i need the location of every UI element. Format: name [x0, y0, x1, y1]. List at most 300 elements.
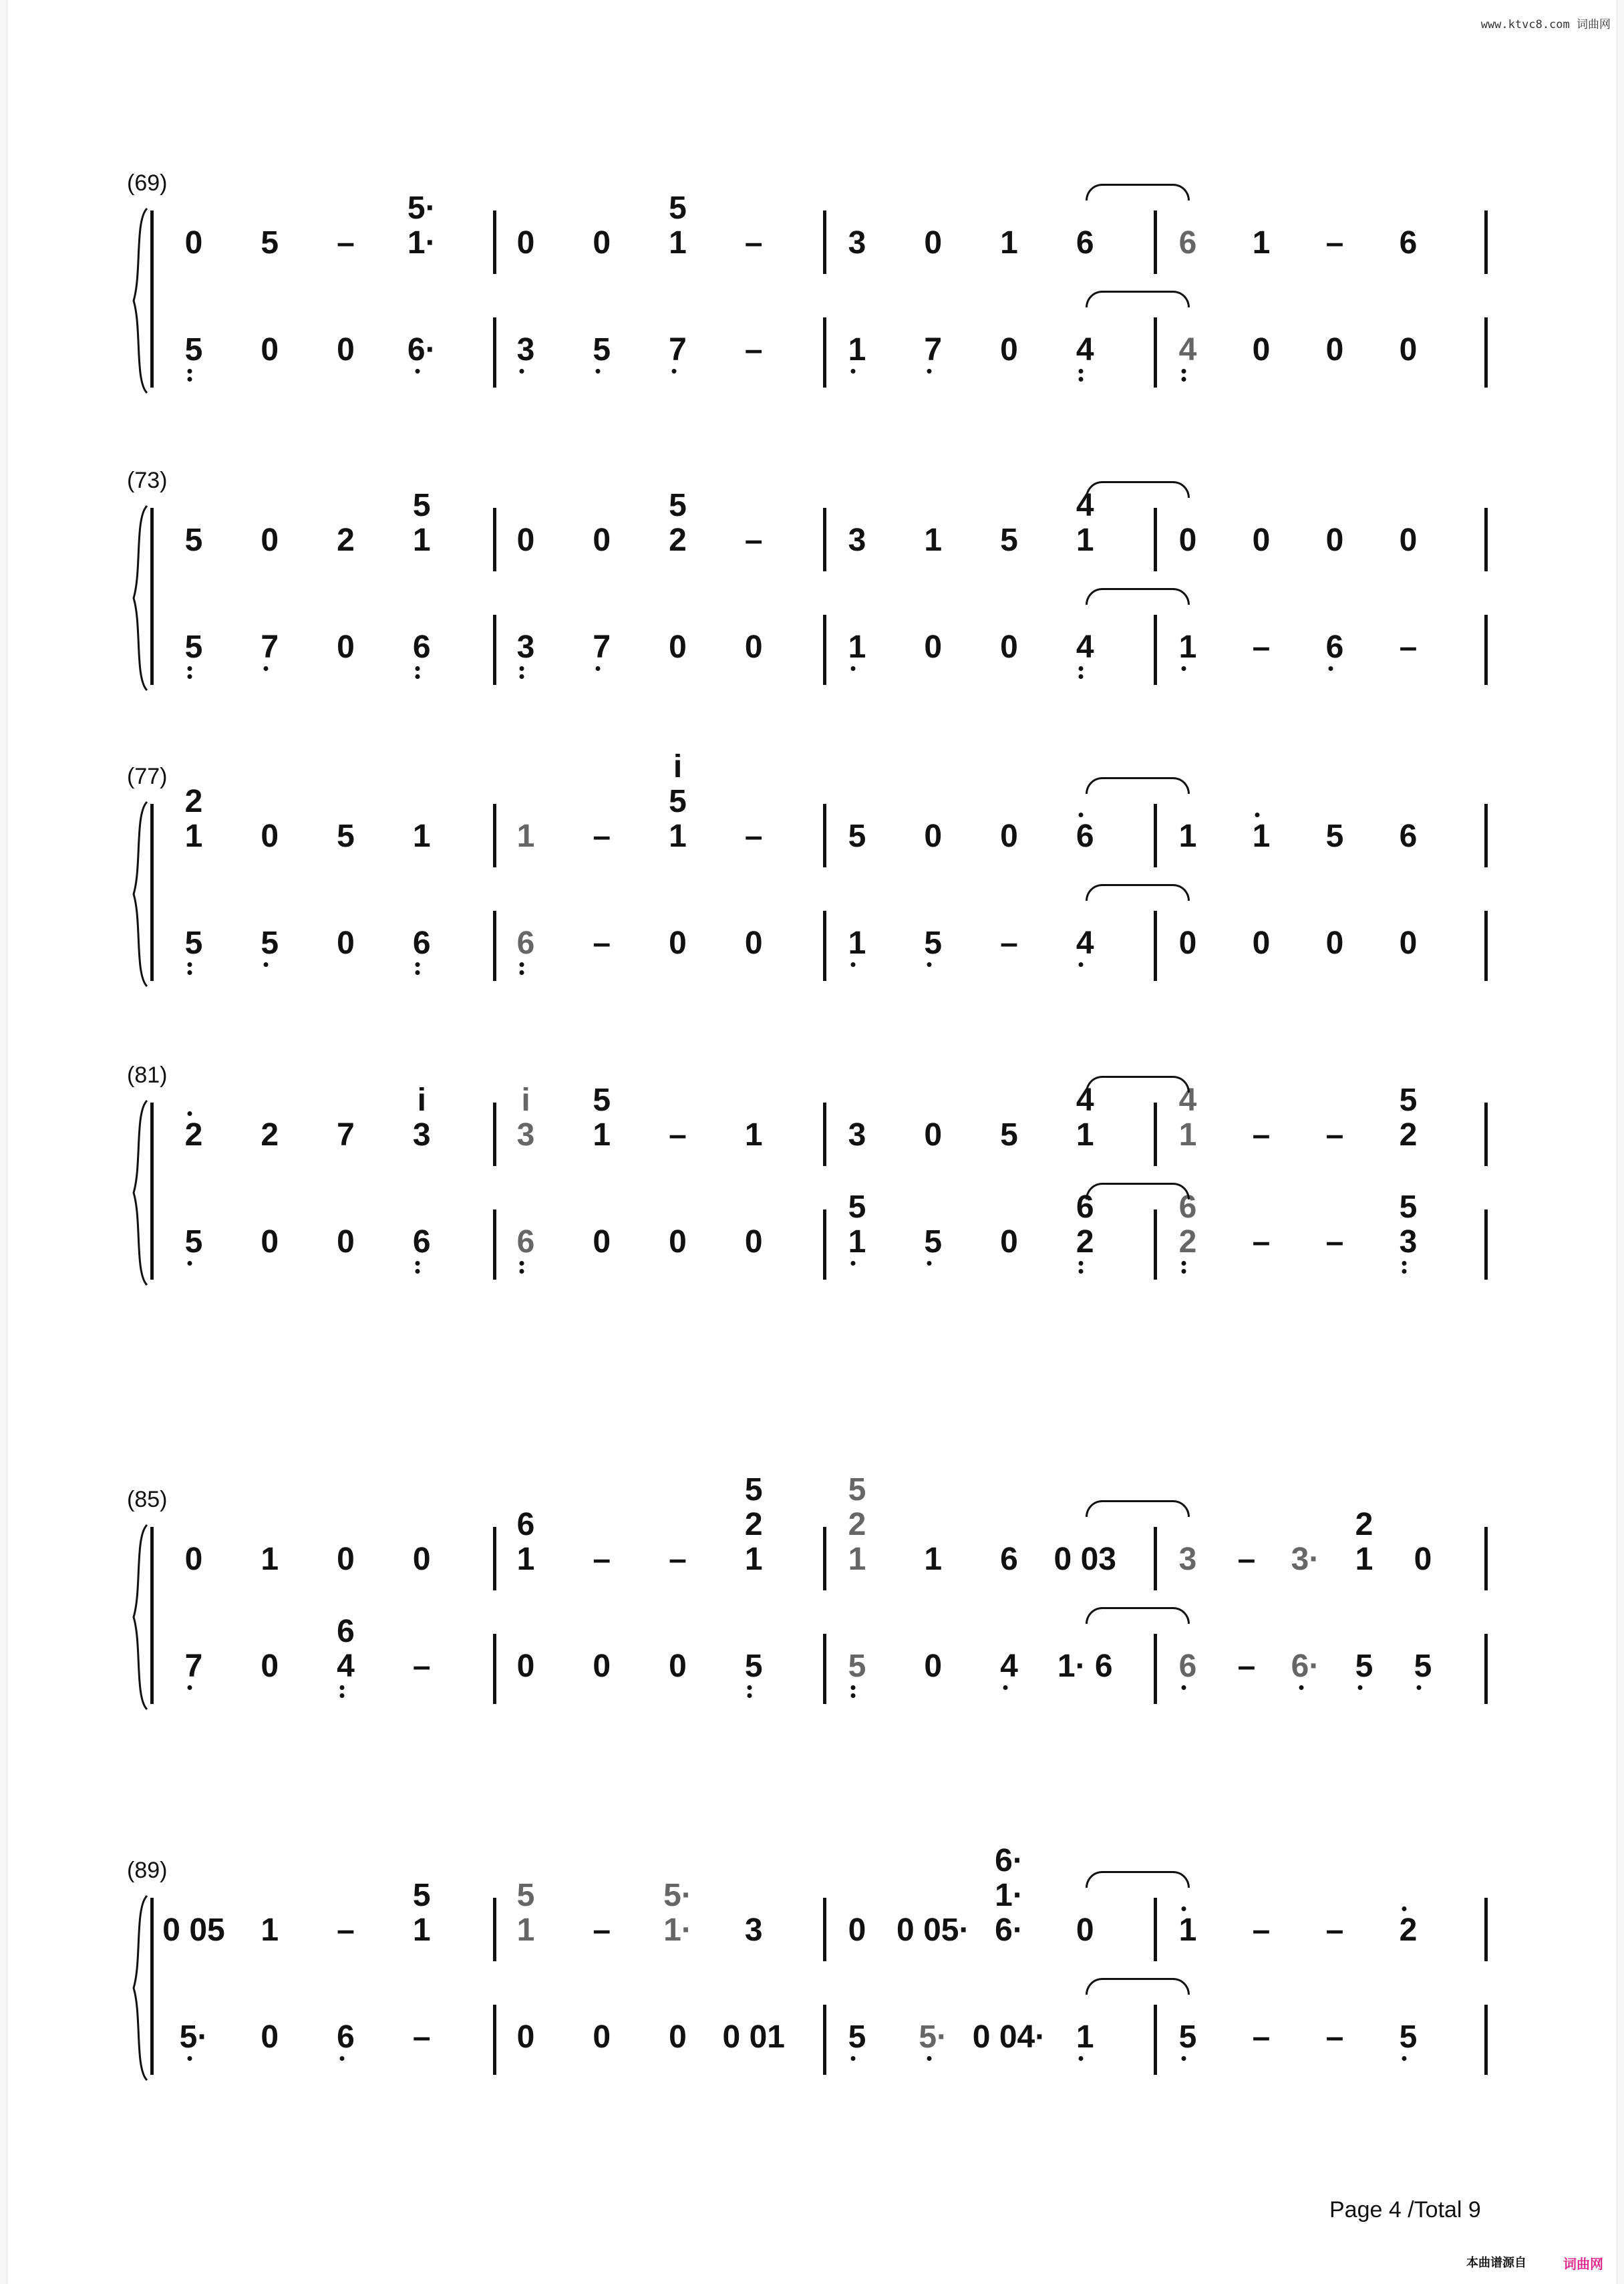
bar-line	[493, 615, 496, 685]
note: –	[1325, 1912, 1344, 1948]
bar-line	[1484, 508, 1488, 571]
note: 6	[337, 2019, 355, 2055]
site-header: www.ktvc8.com 词曲网	[1480, 18, 1611, 31]
note: –	[593, 1912, 611, 1948]
note: 0	[516, 2019, 535, 2055]
note: 0	[337, 1542, 355, 1577]
chord-note: 6	[1076, 1189, 1094, 1225]
note: 0	[924, 1117, 943, 1153]
octave-dot-below	[1182, 1261, 1186, 1266]
note: 5	[1399, 2019, 1418, 2055]
note: 5	[848, 2019, 866, 2055]
bar-line	[1154, 210, 1157, 274]
bar-line	[1484, 1634, 1488, 1704]
octave-dot-below	[595, 666, 600, 671]
octave-dot-below	[595, 369, 600, 374]
bar-line	[1154, 1209, 1157, 1280]
note: 5	[184, 332, 203, 368]
note: 0 05·	[897, 1912, 970, 1948]
octave-dot-above	[1182, 1906, 1186, 1911]
note: 6·	[995, 1912, 1023, 1948]
note: 0	[924, 629, 943, 665]
chord-note: 5	[744, 1472, 763, 1508]
tie-slur	[1086, 1076, 1190, 1093]
note: 7	[669, 332, 687, 368]
bar-line	[823, 615, 826, 685]
chord-note: 5·	[663, 1878, 692, 1913]
note: 1	[261, 1542, 279, 1577]
octave-dot-below	[851, 1685, 856, 1690]
bar-line	[823, 804, 826, 867]
note: –	[1399, 629, 1418, 665]
note: 4	[1000, 1649, 1018, 1684]
octave-dot-below	[416, 674, 420, 679]
measure-number: (81)	[127, 1062, 168, 1088]
note: –	[1252, 1224, 1271, 1260]
bar-line	[493, 804, 496, 867]
note: 0	[261, 1649, 279, 1684]
bar-line	[1154, 1103, 1157, 1166]
tie-slur	[1086, 291, 1190, 307]
note: 0	[669, 1649, 687, 1684]
note: 0	[1252, 925, 1271, 961]
score-system	[0, 170, 1624, 391]
note: 0	[848, 1912, 866, 1948]
bar-line	[823, 508, 826, 571]
note: 6·	[1291, 1649, 1320, 1684]
note: –	[593, 925, 611, 961]
note: 0	[1414, 1542, 1432, 1577]
bar-line	[493, 1634, 496, 1704]
note: 4	[1076, 925, 1094, 961]
note: 1	[848, 925, 866, 961]
bar-line	[1154, 1898, 1157, 1961]
note: 0	[669, 1224, 687, 1260]
score-system	[0, 749, 1624, 984]
bar-line	[1484, 210, 1488, 274]
note: 4	[1076, 332, 1094, 368]
chord-note: 5	[593, 1083, 611, 1118]
octave-dot-below	[1079, 1261, 1084, 1266]
note: –	[744, 523, 763, 558]
note: 1	[184, 819, 203, 854]
octave-dot-below	[1079, 666, 1084, 671]
note: 1	[1076, 523, 1094, 558]
system-brace	[131, 505, 151, 692]
bar-line	[493, 1209, 496, 1280]
note: –	[1252, 1912, 1271, 1948]
chord-note: 6	[1178, 1189, 1197, 1225]
note: 5·	[919, 2019, 948, 2055]
note: 0	[261, 1224, 279, 1260]
note: –	[744, 225, 763, 261]
note: 0	[1000, 1224, 1018, 1260]
bar-line	[823, 1103, 826, 1166]
octave-dot-below	[748, 1693, 752, 1698]
note: 1	[669, 225, 687, 261]
octave-dot-below	[188, 1261, 192, 1266]
bar-line	[823, 911, 826, 981]
tie-slur	[1086, 777, 1190, 794]
note: 1	[1178, 819, 1197, 854]
note: 0	[412, 1542, 431, 1577]
octave-dot-below	[851, 1693, 856, 1698]
note: 0	[1000, 819, 1018, 854]
chord-note: 6	[337, 1614, 355, 1649]
note: –	[1237, 1542, 1256, 1577]
octave-dot-below	[1402, 1261, 1407, 1266]
bar-line	[1484, 1103, 1488, 1166]
note: 7	[593, 629, 611, 665]
octave-dot-below	[339, 2056, 344, 2061]
octave-dot-below	[520, 1269, 524, 1274]
note: 7	[184, 1649, 203, 1684]
octave-dot-below	[1182, 666, 1186, 671]
note: 0 01	[722, 2019, 785, 2055]
note: 0	[516, 225, 535, 261]
bar-line	[493, 911, 496, 981]
chord-note: i	[673, 749, 683, 784]
note: 3	[744, 1912, 763, 1948]
note: 5	[1414, 1649, 1432, 1684]
octave-dot-below	[1079, 2056, 1084, 2061]
chord-note: 5	[848, 1472, 866, 1508]
note: 1	[516, 1542, 535, 1577]
octave-dot-below	[188, 674, 192, 679]
bar-line	[1154, 804, 1157, 867]
note: 6	[1178, 225, 1197, 261]
note: 2	[337, 523, 355, 558]
note: 5	[337, 819, 355, 854]
tie-slur	[1086, 884, 1190, 901]
octave-dot-below	[851, 962, 856, 967]
note: 1	[412, 1912, 431, 1948]
chord-note: i	[417, 1083, 426, 1118]
note: 1	[744, 1117, 763, 1153]
note: –	[1325, 2019, 1344, 2055]
note: 0	[669, 925, 687, 961]
tie-slur	[1086, 1500, 1190, 1517]
note: 0	[1325, 523, 1344, 558]
note: 5	[848, 819, 866, 854]
note: 0	[593, 225, 611, 261]
system-start-line	[150, 804, 154, 981]
octave-dot-below	[1299, 1685, 1304, 1690]
note: 7	[924, 332, 943, 368]
bar-line	[823, 317, 826, 388]
note: 1	[593, 1117, 611, 1153]
note: 1	[1252, 819, 1271, 854]
measure-number: (77)	[127, 764, 168, 789]
note: 0	[261, 523, 279, 558]
note: 1	[1000, 225, 1018, 261]
octave-dot-below	[851, 1261, 856, 1266]
bar-line	[1154, 508, 1157, 571]
octave-dot-below	[416, 666, 420, 671]
octave-dot-below	[416, 962, 420, 967]
octave-dot-below	[263, 962, 268, 967]
chord-note: 2	[184, 784, 203, 819]
score-system	[0, 1062, 1624, 1283]
note: 3	[848, 523, 866, 558]
note: 3	[516, 629, 535, 665]
octave-dot-below	[339, 1693, 344, 1698]
chord-note: 5	[848, 1189, 866, 1225]
note: –	[1252, 629, 1271, 665]
system-start-line	[150, 210, 154, 388]
chord-note: 2	[744, 1507, 763, 1542]
note: 3	[1178, 1542, 1197, 1577]
octave-dot-below	[851, 666, 856, 671]
note: 0	[1399, 332, 1418, 368]
note: 1	[848, 1542, 866, 1577]
note: 0	[1178, 523, 1197, 558]
note: 5	[744, 1649, 763, 1684]
source-note: 本曲谱源自	[1466, 2256, 1526, 2269]
note: 5	[593, 332, 611, 368]
chord-note: 2	[848, 1507, 866, 1542]
tie-slur	[1086, 588, 1190, 605]
note: 0	[1178, 925, 1197, 961]
note: 6	[1178, 1649, 1197, 1684]
note: 0	[516, 523, 535, 558]
note: –	[1252, 2019, 1271, 2055]
octave-dot-above	[1079, 813, 1084, 817]
bar-line	[1484, 615, 1488, 685]
note: 4	[1178, 332, 1197, 368]
note: –	[669, 1117, 687, 1153]
note: 5	[261, 925, 279, 961]
note: 0	[593, 523, 611, 558]
bar-line	[823, 210, 826, 274]
note: 5	[184, 629, 203, 665]
note: 0 04·	[972, 2019, 1046, 2055]
note: 1	[412, 523, 431, 558]
octave-dot-below	[416, 369, 420, 374]
note: 2	[1178, 1224, 1197, 1260]
note: 5	[924, 925, 943, 961]
octave-dot-below	[188, 377, 192, 382]
score-system	[0, 1843, 1624, 2078]
note: –	[744, 332, 763, 368]
system-brace	[131, 1894, 151, 2082]
octave-dot-below	[1079, 962, 1084, 967]
octave-dot-below	[927, 369, 931, 374]
note: –	[412, 1649, 431, 1684]
octave-dot-below	[188, 1685, 192, 1690]
note: 5	[184, 925, 203, 961]
note: 1	[848, 332, 866, 368]
octave-dot-below	[748, 1685, 752, 1690]
system-brace	[131, 207, 151, 394]
octave-dot-below	[188, 2056, 192, 2061]
octave-dot-below	[1402, 2056, 1407, 2061]
octave-dot-below	[851, 369, 856, 374]
note: 1	[1355, 1542, 1373, 1577]
note: 0	[184, 225, 203, 261]
note: –	[1325, 1117, 1344, 1153]
note: 0	[744, 1224, 763, 1260]
note: 0	[337, 332, 355, 368]
octave-dot-below	[851, 2056, 856, 2061]
octave-dot-below	[520, 666, 524, 671]
note: 5	[848, 1649, 866, 1684]
score-system	[0, 468, 1624, 688]
page-number: Page 4 /Total 9	[1329, 2197, 1481, 2223]
octave-dot-above	[188, 1111, 192, 1116]
note: 0	[1252, 332, 1271, 368]
note: 0	[593, 1224, 611, 1260]
note: 2	[1399, 1912, 1418, 1948]
measure-number: (89)	[127, 1858, 168, 1883]
note: 0	[1076, 1912, 1094, 1948]
octave-dot-below	[927, 2056, 931, 2061]
octave-dot-below	[1182, 2056, 1186, 2061]
note: –	[593, 1542, 611, 1577]
note: 0	[924, 225, 943, 261]
note: 0	[261, 819, 279, 854]
note: 0	[261, 2019, 279, 2055]
note: 1	[261, 1912, 279, 1948]
note: 1	[1178, 1117, 1197, 1153]
note: 6	[412, 629, 431, 665]
score-system	[0, 1472, 1624, 1707]
octave-dot-below	[339, 1685, 344, 1690]
note: 1	[744, 1542, 763, 1577]
system-brace	[131, 801, 151, 988]
note: 0	[1000, 332, 1018, 368]
bar-line	[1484, 317, 1488, 388]
note: 1	[1076, 2019, 1094, 2055]
bar-line	[1484, 804, 1488, 867]
note: 2	[669, 523, 687, 558]
note: 0	[1325, 925, 1344, 961]
system-brace	[131, 1524, 151, 1711]
system-start-line	[150, 1898, 154, 2075]
octave-dot-below	[1079, 674, 1084, 679]
chord-note: 4	[1076, 488, 1094, 523]
note: –	[412, 2019, 431, 2055]
bar-line	[1154, 615, 1157, 685]
octave-dot-below	[416, 1269, 420, 1274]
chord-note: 4	[1178, 1083, 1197, 1118]
octave-dot-below	[1329, 666, 1333, 671]
note: –	[744, 819, 763, 854]
note: 5·	[179, 2019, 208, 2055]
octave-dot-below	[1358, 1685, 1363, 1690]
note: 2	[1399, 1117, 1418, 1153]
note: –	[593, 819, 611, 854]
note: 3	[516, 332, 535, 368]
note: 5	[261, 225, 279, 261]
note: 1	[1076, 1117, 1094, 1153]
note: 5	[924, 1224, 943, 1260]
bar-line	[493, 317, 496, 388]
note: 0	[593, 2019, 611, 2055]
note: 6	[516, 1224, 535, 1260]
chord-note: 5·	[407, 190, 436, 226]
octave-dot-above	[1402, 1906, 1407, 1911]
octave-dot-below	[1417, 1685, 1422, 1690]
note: 1	[412, 819, 431, 854]
note: 0	[516, 1649, 535, 1684]
bar-line	[1154, 2005, 1157, 2075]
bar-line	[1484, 1209, 1488, 1280]
note: 1·	[663, 1912, 692, 1948]
bar-line	[823, 1527, 826, 1590]
octave-dot-below	[1003, 1685, 1007, 1690]
bar-line	[1154, 1634, 1157, 1704]
bar-line	[1484, 1898, 1488, 1961]
note: 0	[1325, 332, 1344, 368]
note: 1	[848, 1224, 866, 1260]
chord-note: 5	[412, 488, 431, 523]
note: 0	[184, 1542, 203, 1577]
note: 5	[1325, 819, 1344, 854]
octave-dot-below	[188, 666, 192, 671]
note: –	[1325, 1224, 1344, 1260]
chord-note: 5	[1399, 1083, 1418, 1118]
octave-dot-below	[671, 369, 676, 374]
octave-dot-below	[1079, 1269, 1084, 1274]
note: 1	[1178, 1912, 1197, 1948]
brand-logo: 词曲网	[1563, 2257, 1603, 2272]
octave-dot-below	[520, 369, 524, 374]
bar-line	[1154, 911, 1157, 981]
chord-note: 1·	[995, 1878, 1023, 1913]
note: 1	[1252, 225, 1271, 261]
note: 5	[1000, 1117, 1018, 1153]
note: 1	[516, 1912, 535, 1948]
system-start-line	[150, 508, 154, 685]
bar-line	[1154, 1527, 1157, 1590]
bar-line	[823, 1634, 826, 1704]
octave-dot-below	[1402, 1269, 1407, 1274]
note: 5	[1178, 2019, 1197, 2055]
note: 6	[1076, 819, 1094, 854]
note: 1	[924, 523, 943, 558]
note: 1· 6	[1057, 1649, 1113, 1684]
bar-line	[1484, 2005, 1488, 2075]
note: 2	[261, 1117, 279, 1153]
note: 0 03	[1053, 1542, 1116, 1577]
chord-note: 6·	[995, 1843, 1023, 1878]
note: 5	[184, 523, 203, 558]
note: 6	[1325, 629, 1344, 665]
note: 0	[337, 925, 355, 961]
note: 6	[516, 925, 535, 961]
chord-note: 5	[412, 1878, 431, 1913]
chord-note: 5	[669, 488, 687, 523]
bar-line	[493, 508, 496, 571]
note: –	[337, 1912, 355, 1948]
octave-dot-below	[1079, 369, 1084, 374]
note: 3	[848, 225, 866, 261]
note: 1	[669, 819, 687, 854]
note: –	[1000, 925, 1018, 961]
octave-dot-below	[1079, 377, 1084, 382]
note: 3	[516, 1117, 535, 1153]
octave-dot-below	[416, 970, 420, 975]
note: –	[1237, 1649, 1256, 1684]
note: 1	[516, 819, 535, 854]
note: 5	[1000, 523, 1018, 558]
note: 0	[1399, 523, 1418, 558]
note: 6	[1399, 225, 1418, 261]
note: 2	[184, 1117, 203, 1153]
tie-slur	[1086, 1871, 1190, 1888]
note: 0	[744, 925, 763, 961]
